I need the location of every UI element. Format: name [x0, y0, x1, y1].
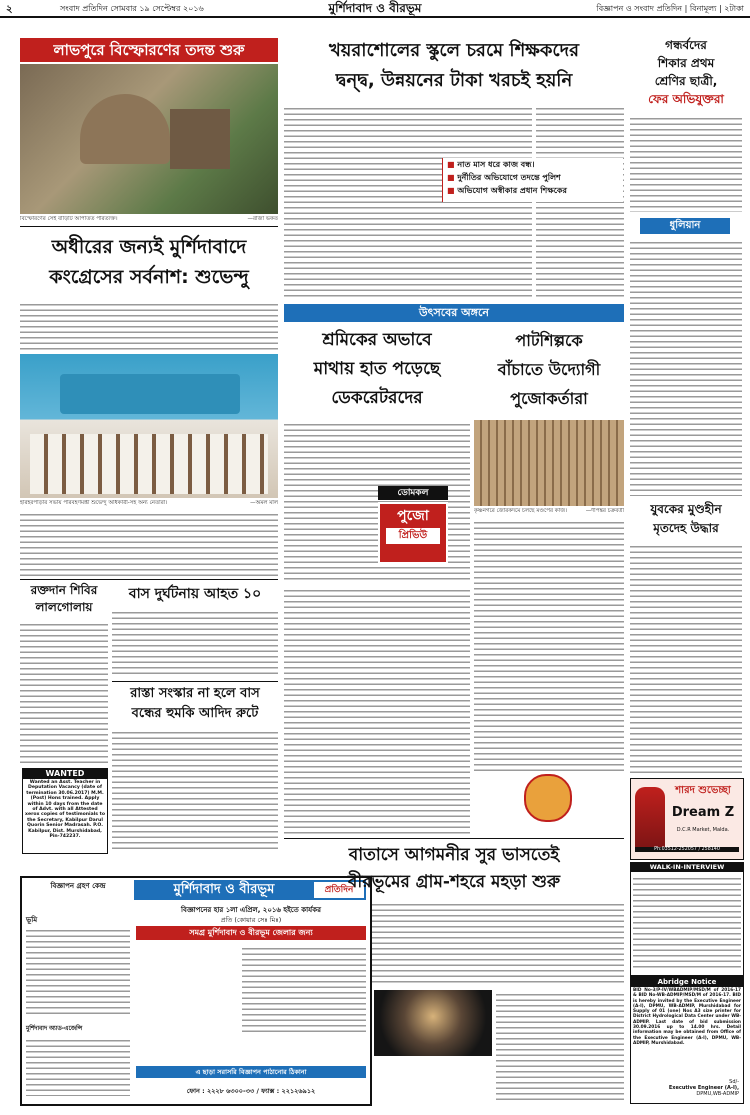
labpur-credit: —রাজা ভকত: [247, 216, 278, 222]
patshilpa-photo: [474, 420, 624, 506]
masthead: [0, 0, 750, 18]
agomoni-photo: [374, 990, 492, 1056]
dream-address: D.C.R Market, Malda.: [676, 827, 730, 833]
classified-brand: প্রতিদিন: [314, 882, 364, 898]
raktadan-headline: রক্তদান শিবির লালগোলায়: [30, 583, 98, 614]
classified-line1: বিজ্ঞাপনের হার ১লা এপ্রিল, ২০১৬ হইতে কার্যকর: [181, 906, 321, 914]
gandharba-body: [630, 114, 742, 212]
adhir-headline: অধীরের জন্যই মুর্শিদাবাদে কংগ্রেসের সর্বনাশ: শুভেন্দু: [49, 236, 249, 288]
patshilpa-headline: পাটশিল্পকে বাঁচাতে উদ্যোগী পুজোকর্তারা: [497, 331, 601, 408]
dream-ad: [630, 778, 744, 860]
abridge-title: Abridge Notice: [631, 977, 743, 987]
adhir-credit: —অমল মাল: [250, 500, 278, 506]
middle-body: [284, 586, 470, 834]
agomoni-body: [372, 900, 624, 986]
adhir-body: [20, 300, 278, 350]
divider: [20, 579, 278, 580]
section-title: মুর্শিদাবাদ ও বীরভূম: [328, 1, 422, 15]
agomoni-body-2: [496, 990, 624, 1102]
khoyrashol-bullets: ■ নাত মাস ধরে কাজ বন্ধ। ■ দুর্নীতির অভিযোগে তদন্তে পুলিশ ■ অভিযোগ অস্বীকার প্রধান শিক্ষকের: [442, 158, 623, 202]
decorator-headline: শ্রমিকের অভাবে মাথায় হাত পড়েছে ডেকরেটরদের: [313, 330, 441, 408]
abridge-sign: Sd/-: [729, 1079, 739, 1085]
gandharba-headline: গন্ধর্বদের শিকার প্রথম শ্রেণির ছাত্রী, ফের অভিযুক্তরা: [648, 38, 724, 106]
pujor-logo: [524, 774, 572, 822]
classified-agent1: ভূমি: [26, 916, 38, 924]
dream-phone: Ph:03512-252057 / 258140: [635, 847, 739, 852]
domkal-badge: ডোমকল: [378, 486, 448, 500]
festival-band: উৎসবের অঙ্গনে: [284, 304, 624, 322]
classified-phone: ফোন : ২২২৮ ৬৩০০-৩৩ / ফ্যাক্স : ২২১২৬৯১২: [186, 1087, 316, 1095]
dhuliyan-label: ধুলিয়ান: [640, 218, 730, 234]
dream-brand: Dream Z: [671, 805, 735, 820]
abridge-office: DPMU,WB-ADMIP: [696, 1091, 739, 1097]
classified-agent2: মুর্শিদাবাদ অ্যাড-এজেন্সি: [26, 1026, 83, 1032]
masthead-right: বিজ্ঞাপন ও সংবাদ প্রতিদিন | বিনামূল্য | ২টাকা: [596, 4, 744, 13]
classified-line3: সমগ্র মুর্শিদাবাদ ও বীরভূম জেলার জন্য: [136, 926, 366, 940]
yuvak-body: [630, 542, 742, 774]
pujo-preview-badge: পুজো প্রিভিউ: [378, 502, 448, 564]
raktadan-body: [20, 620, 108, 766]
classified-contact: এ ছাড়া সরাসরি বিজ্ঞাপন পাঠানোর ঠিকানা: [136, 1066, 366, 1078]
bus-accident-headline: বাস দুর্ঘটনায় আহত ১০: [128, 586, 262, 602]
dream-tagline: শারদ শুভেচ্ছা: [675, 785, 731, 796]
agomoni-headline: বাতাসে আগমনীর সুর ভাসতেই বীরভূমের গ্রাম-শহরে মহড়া শুরু: [347, 845, 561, 892]
patshilpa-body: [474, 518, 624, 774]
abridge-signer: Executive Engineer (A-I),: [668, 1085, 739, 1091]
yuvak-headline: যুবকের মুণ্ডহীন মৃতদেহ উদ্ধার: [650, 502, 722, 535]
khoyrashol-body: [284, 104, 532, 300]
abridge-notice: [630, 976, 744, 1104]
classified-title: মুর্শিদাবাদ ও বীরভূম: [173, 882, 275, 897]
abridge-text: BID No-3/P-IV/WBADMIP/MSD/M of 2016-17 & BID No-WB-ADMIP/MSD/M of 2016-17. BID is hereby invited by the Executive Engineer (A-I), DPMU, WB-ADMIP, Murshidabad for Supply of 01 (one) Nos A3 size printer for District Hydrological Data Center under WB-ADMIP. Last date of bid submission 30.09.2016 up to 14.00 hrs. Detail information may be obtained from Office of the Executive Engineer (A-I), DPMU, WB-ADMIP, Murshidabad.: [633, 988, 741, 1046]
walkin-ad: [630, 862, 744, 976]
classified-line2: প্রতি (কোয়ার সেঃ মিঃ): [220, 916, 282, 924]
divider: [112, 681, 278, 682]
patshilpa-credit: —দীপঙ্কর চক্রবর্তী: [585, 508, 624, 514]
adhir-caption: হরিহরপাড়ার সভায় পরিবহণমন্ত্রী শুভেন্দু অধিকারী-সহ অন্য নেতারা।: [20, 500, 168, 506]
walkin-title: WALK-IN-INTERVIEW: [631, 863, 743, 872]
classified-header: বিজ্ঞাপন গ্রহণ কেন্দ্র: [50, 882, 106, 890]
adhir-body-2: [20, 510, 278, 576]
labpur-caption: বিস্ফোরণের সেই বাড়িটি আপাতত পরিত্যক্ত।: [20, 216, 118, 222]
divider: [284, 838, 624, 839]
khoyrashol-body-2: [536, 104, 624, 300]
masthead-date: সংবাদ প্রতিদিন সোমবার ১৯ সেপ্টেম্বর ২০১৬: [60, 4, 204, 13]
page-number: ২: [6, 4, 13, 15]
adhir-photo: [20, 354, 278, 498]
wanted-ad: [22, 768, 108, 854]
dhuliyan-body: [630, 238, 742, 496]
labpur-photo: [20, 64, 278, 214]
bus-strike-body: [112, 728, 278, 850]
labpur-headline: লাভপুরে বিস্ফোরণের তদন্ত শুরু: [20, 38, 278, 62]
patshilpa-caption: কৃষ্ণনগরে জোরকদমে চলছে মণ্ডপের কাজ।: [474, 508, 568, 514]
bus-accident-body: [112, 608, 278, 678]
divider: [20, 226, 278, 227]
wanted-text: Wanted an Asst. Teacher in Deputation Vacancy (date of termination 30.06.2017) M.M. (Post) Hons trained. Apply within 10 days from the date of Advt. with all Attested xerox copies of testimonials to the Secretary, Kabilpur Darul Quorin Senior Madrasah. P.O. Kabilpur, Dist. Murshidabad, Pin-742237.: [25, 780, 105, 840]
wanted-title: WANTED: [23, 769, 107, 779]
khoyrashol-headline: খয়রাশোলের স্কুলে চরমে শিক্ষকদের দ্বন্দ্ব, উন্নয়নের টাকা খরচই হয়নি: [328, 40, 579, 91]
classified-ad: [20, 876, 372, 1106]
bus-strike-headline: রাস্তা সংস্কার না হলে বাস বন্ধের হুমকি আদিদ রুটে: [130, 686, 260, 721]
